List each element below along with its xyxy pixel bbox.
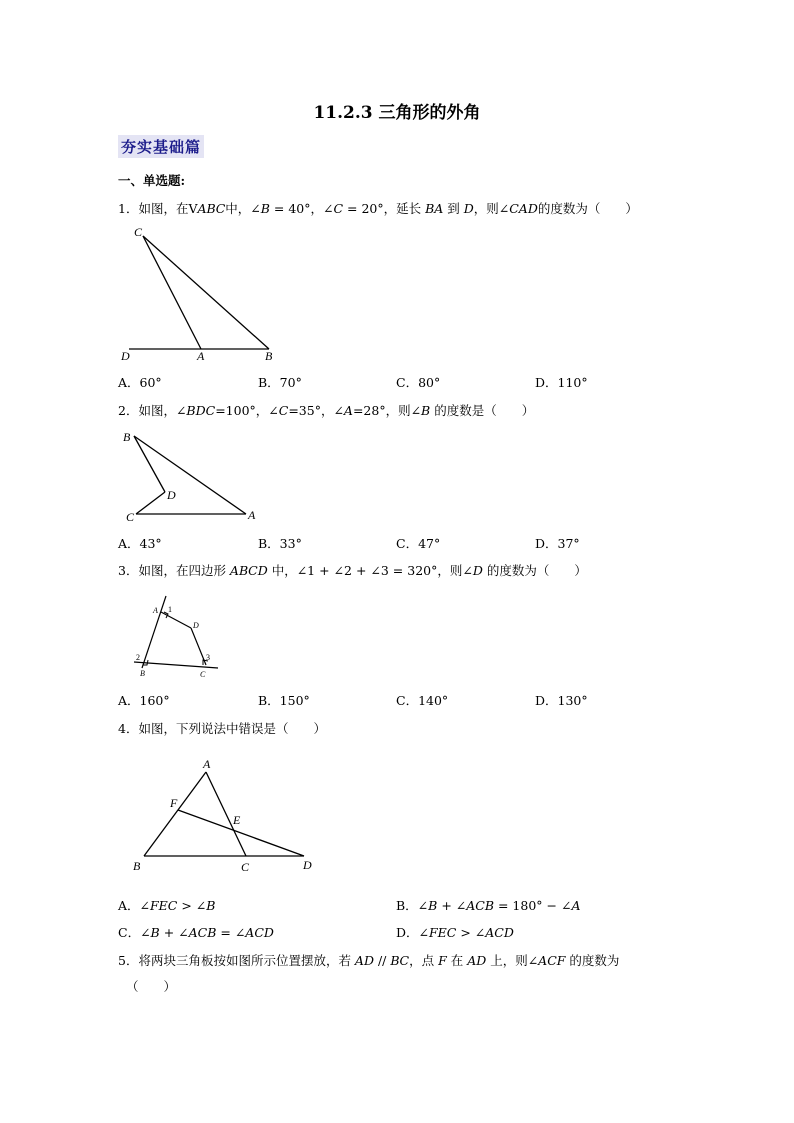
question-5-answer-bracket: （ ）: [126, 979, 177, 994]
q3-option-a: A．160°: [118, 693, 170, 708]
label-d: D: [193, 621, 199, 630]
page-title: 11.2.3 三角形的外角: [313, 103, 481, 123]
label-a: A: [197, 349, 205, 363]
q4-option-b: B．∠𝐵 + ∠𝐴𝐶𝐵 = 180° − ∠𝐴: [396, 898, 581, 913]
segment-ab: [144, 772, 206, 856]
q2-option-c: C．47°: [396, 536, 441, 551]
q1-option-a: A．60°: [118, 375, 162, 390]
question-2-figure: [118, 425, 268, 525]
label-c: C: [126, 510, 135, 524]
label-f: F: [170, 796, 178, 810]
label-d: D: [303, 858, 312, 872]
segment-dc: [191, 628, 206, 665]
label-b: B: [133, 859, 141, 873]
label-d: D: [121, 349, 130, 363]
q3-option-d: D．130°: [535, 693, 588, 708]
q2-option-b: B．33°: [258, 536, 302, 551]
question-4-figure: [128, 752, 323, 877]
question-4-stem: 4．如图，下列说法中错误是（ ）: [118, 721, 326, 736]
q4-option-c: C．∠𝐵 + ∠𝐴𝐶𝐵 = ∠𝐴𝐶𝐷: [118, 925, 274, 940]
segment-cb: [143, 236, 269, 349]
segment-bd: [134, 436, 165, 492]
label-b: B: [123, 430, 131, 444]
segment-ad: [161, 612, 191, 628]
question-3-stem: 3．如图，在四边形 𝐴𝐵𝐶𝐷 中，∠1 + ∠2 + ∠3 = 320°，则∠𝐷 的度数为（ ）: [118, 563, 587, 578]
q1-option-d: D．110°: [535, 375, 588, 390]
question-3-figure: [130, 590, 225, 682]
question-5-stem: 5．将两块三角板按如图所示位置摆放，若 𝐴𝐷 // 𝐵𝐶，点 𝐹 在 𝐴𝐷 上，则∠𝐴𝐶𝐹 的度数为: [118, 953, 620, 968]
q4-option-d: D．∠𝐹𝐸𝐶 > ∠𝐴𝐶𝐷: [396, 925, 514, 940]
q3-option-b: B．150°: [258, 693, 310, 708]
label-b: B: [140, 669, 145, 678]
section-heading: 夯实基础篇: [118, 135, 204, 158]
q2-option-a: A．43°: [118, 536, 162, 551]
label-d: D: [167, 488, 176, 502]
label-a: A: [203, 757, 211, 771]
question-2-stem: 2．如图，∠𝐵𝐷𝐶=100°，∠𝐶=35°，∠𝐴=28°，则∠𝐵 的度数是（ ）: [118, 403, 535, 418]
label-c: C: [241, 860, 250, 874]
q3-option-c: C．140°: [396, 693, 449, 708]
segment-fd: [178, 810, 304, 856]
part-heading: 一、单选题:: [118, 173, 186, 188]
label-c: C: [200, 670, 206, 679]
segment-dc: [136, 492, 165, 514]
q4-option-a: A．∠𝐹𝐸𝐶 > ∠𝐵: [118, 898, 216, 913]
question-1-stem: 1．如图，在V𝐴𝐵𝐶中，∠𝐵 = 40°，∠𝐶 = 20°，延长 𝐵𝐴 到 𝐷，则∠𝐶𝐴𝐷的度数为（ ）: [118, 201, 638, 216]
label-a: A: [248, 508, 256, 522]
label-2: 2: [136, 653, 140, 662]
segment-ca: [143, 236, 201, 349]
label-b: B: [265, 349, 273, 363]
label-e: E: [233, 813, 241, 827]
label-a: A: [153, 606, 158, 615]
label-3: 3: [206, 653, 210, 662]
q1-option-c: C．80°: [396, 375, 441, 390]
q2-option-d: D．37°: [535, 536, 580, 551]
q1-option-b: B．70°: [258, 375, 302, 390]
question-1-figure: [115, 222, 285, 367]
label-1: 1: [168, 605, 172, 614]
label-c: C: [134, 225, 143, 239]
